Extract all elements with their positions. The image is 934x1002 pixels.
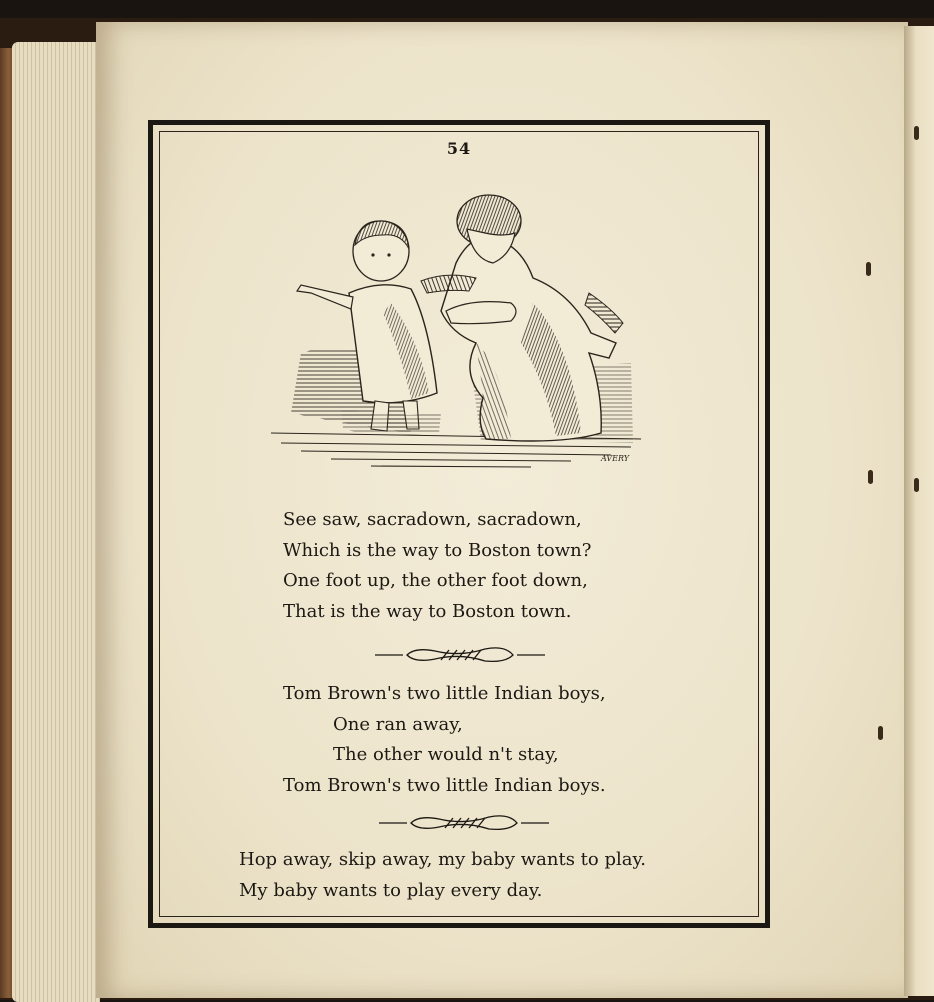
verse-line: Tom Brown's two little Indian boys.	[283, 774, 606, 796]
verse-line: My baby wants to play every day.	[239, 879, 543, 901]
next-page-edge	[904, 26, 934, 996]
verse-line: One ran away,	[333, 713, 463, 735]
verse-line: Hop away, skip away, my baby wants to play.	[239, 849, 646, 870]
stanza-hop-away	[239, 845, 646, 906]
page-edges	[12, 42, 100, 1002]
binding-hole	[868, 470, 873, 484]
verse-line: That is the way to Boston town.	[283, 600, 572, 622]
binding-hole	[914, 126, 919, 140]
mother-child-illustration-icon	[271, 193, 655, 483]
engraver-signature: AVERY	[601, 454, 630, 463]
binding-hole	[866, 262, 871, 276]
verse-line: The other would n't stay,	[333, 744, 559, 765]
verse-line: Tom Brown's two little Indian boys,	[283, 683, 606, 704]
scroll-divider-icon	[375, 645, 545, 665]
verse-line: One foot up, the other foot down,	[283, 570, 588, 591]
verse-line: See saw, sacradown, sacradown,	[283, 509, 582, 530]
page-border-frame	[148, 120, 770, 928]
stanza-see-saw	[283, 505, 591, 627]
page-number: 54	[446, 139, 472, 158]
binding-hole	[914, 478, 919, 492]
scroll-divider-icon	[379, 813, 549, 833]
stanza-tom-brown	[283, 679, 606, 801]
verse-line: Which is the way to Boston town?	[283, 539, 592, 561]
binding-hole	[878, 726, 883, 740]
